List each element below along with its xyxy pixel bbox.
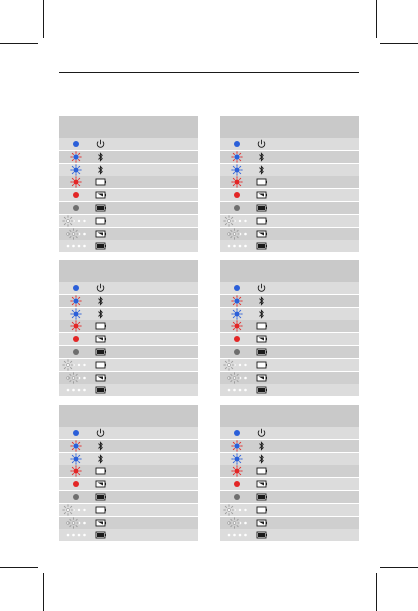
header-rule (59, 72, 359, 73)
legend-row (220, 176, 359, 188)
led-red-flash-icon (59, 465, 93, 477)
led-white-four-dim-icon (220, 240, 254, 252)
led-blue-red-flash-icon (59, 295, 93, 307)
battery-full-icon (254, 529, 359, 541)
battery-full-icon (93, 346, 198, 358)
battery-full-icon (93, 529, 198, 541)
battery-charging-icon (254, 189, 359, 201)
bluetooth-icon (93, 308, 198, 320)
bluetooth-icon (254, 295, 359, 307)
legend-header (220, 260, 359, 282)
crop-mark (0, 567, 38, 568)
led-blue-slow-flash-icon (59, 164, 93, 176)
bluetooth-icon (93, 453, 198, 465)
bluetooth-icon (254, 308, 359, 320)
legend-row (220, 359, 359, 371)
legend-row (220, 465, 359, 477)
legend-row (220, 320, 359, 332)
led-blue-red-flash-icon (220, 440, 254, 452)
legend-row (59, 215, 198, 227)
power-icon (254, 138, 359, 150)
legend-panel-5 (59, 405, 198, 542)
bluetooth-icon (254, 164, 359, 176)
power-icon (254, 282, 359, 294)
legend-row (220, 346, 359, 358)
led-gray-solid-icon (59, 202, 93, 214)
led-white-four-dim-icon (59, 240, 93, 252)
battery-empty-icon (93, 320, 198, 332)
legend-row (220, 384, 359, 396)
battery-empty-icon (254, 215, 359, 227)
legend-row (59, 465, 198, 477)
legend-row (59, 453, 198, 465)
battery-charging-icon (254, 372, 359, 384)
battery-charging-icon (93, 228, 198, 240)
battery-empty-icon (93, 465, 198, 477)
battery-charging-icon (93, 189, 198, 201)
battery-empty-icon (93, 215, 198, 227)
led-white-four-dim-icon (220, 384, 254, 396)
legend-row (220, 333, 359, 345)
battery-empty-icon (254, 176, 359, 188)
crop-mark (376, 0, 377, 38)
power-icon (93, 282, 198, 294)
legend-row (59, 372, 198, 384)
led-blue-solid-icon (220, 138, 254, 150)
led-blue-slow-flash-icon (220, 308, 254, 320)
legend-row (59, 151, 198, 163)
led-blue-slow-flash-icon (220, 164, 254, 176)
legend-panel-6 (220, 405, 359, 542)
legend-row (220, 202, 359, 214)
legend-row (220, 151, 359, 163)
legend-row (220, 215, 359, 227)
legend-row (59, 308, 198, 320)
crop-mark (376, 573, 377, 611)
led-blue-red-flash-icon (59, 440, 93, 452)
led-white-two-of-four-icon (59, 517, 93, 529)
bluetooth-icon (93, 151, 198, 163)
legend-row (59, 282, 198, 294)
legend-row (59, 384, 198, 396)
led-blue-solid-icon (220, 427, 254, 439)
led-red-flash-icon (220, 465, 254, 477)
battery-full-icon (254, 240, 359, 252)
crop-mark (43, 573, 44, 611)
battery-charging-icon (254, 228, 359, 240)
legend-row (59, 138, 198, 150)
legend-row (59, 478, 198, 490)
led-white-one-of-four-icon (59, 504, 93, 516)
legend-row (59, 176, 198, 188)
legend-header (59, 260, 198, 282)
battery-full-icon (93, 384, 198, 396)
legend-row (59, 240, 198, 252)
led-white-four-dim-icon (59, 529, 93, 541)
battery-full-icon (254, 384, 359, 396)
led-red-flash-icon (220, 320, 254, 332)
led-white-four-dim-icon (59, 384, 93, 396)
legend-row (59, 517, 198, 529)
legend-row (220, 529, 359, 541)
led-blue-red-flash-icon (59, 151, 93, 163)
led-red-flash-icon (59, 176, 93, 188)
led-red-solid-icon (59, 333, 93, 345)
led-gray-solid-icon (220, 346, 254, 358)
legend-row (59, 529, 198, 541)
bluetooth-icon (254, 151, 359, 163)
bluetooth-icon (93, 295, 198, 307)
legend-row (59, 202, 198, 214)
battery-charging-icon (93, 333, 198, 345)
legend-row (59, 189, 198, 201)
battery-empty-icon (254, 320, 359, 332)
crop-mark (43, 0, 44, 38)
led-white-one-of-four-icon (59, 359, 93, 371)
led-white-two-of-four-icon (220, 228, 254, 240)
power-icon (93, 427, 198, 439)
legend-row (59, 164, 198, 176)
led-white-two-of-four-icon (220, 517, 254, 529)
legend-row (220, 282, 359, 294)
battery-charging-icon (254, 517, 359, 529)
legend-row (59, 504, 198, 516)
legend-row (59, 491, 198, 503)
legend-row (59, 359, 198, 371)
led-blue-slow-flash-icon (59, 453, 93, 465)
bluetooth-icon (254, 453, 359, 465)
bluetooth-icon (93, 440, 198, 452)
led-white-one-of-four-icon (220, 359, 254, 371)
legend-row (220, 308, 359, 320)
led-gray-solid-icon (220, 491, 254, 503)
battery-charging-icon (254, 333, 359, 345)
led-white-two-of-four-icon (59, 228, 93, 240)
led-red-flash-icon (59, 320, 93, 332)
legend-panel-2 (220, 116, 359, 253)
battery-full-icon (93, 240, 198, 252)
battery-empty-icon (93, 359, 198, 371)
power-icon (93, 138, 198, 150)
led-white-four-dim-icon (220, 529, 254, 541)
legend-row (59, 440, 198, 452)
battery-full-icon (93, 202, 198, 214)
bluetooth-icon (93, 164, 198, 176)
legend-header (220, 405, 359, 427)
led-blue-slow-flash-icon (59, 308, 93, 320)
legend-row (59, 228, 198, 240)
legend-row (220, 440, 359, 452)
legend-row (220, 517, 359, 529)
battery-empty-icon (254, 465, 359, 477)
legend-row (220, 453, 359, 465)
led-red-solid-icon (220, 189, 254, 201)
led-gray-solid-icon (220, 202, 254, 214)
legend-row (220, 138, 359, 150)
legend-row (220, 504, 359, 516)
led-white-one-of-four-icon (220, 504, 254, 516)
led-blue-solid-icon (59, 138, 93, 150)
battery-charging-icon (93, 478, 198, 490)
legend-row (59, 346, 198, 358)
led-red-flash-icon (220, 176, 254, 188)
led-blue-red-flash-icon (220, 295, 254, 307)
legend-panel-4 (220, 260, 359, 397)
led-red-solid-icon (59, 478, 93, 490)
legend-row (59, 333, 198, 345)
legend-row (220, 491, 359, 503)
legend-row (59, 320, 198, 332)
led-white-one-of-four-icon (220, 215, 254, 227)
crop-mark (380, 43, 418, 44)
led-blue-solid-icon (59, 282, 93, 294)
legend-row (220, 427, 359, 439)
battery-full-icon (254, 491, 359, 503)
legend-row (220, 372, 359, 384)
led-white-one-of-four-icon (59, 215, 93, 227)
bluetooth-icon (254, 440, 359, 452)
legend-row (220, 189, 359, 201)
legend-row (220, 295, 359, 307)
legend-row (220, 478, 359, 490)
legend-header (59, 116, 198, 138)
legend-row (59, 295, 198, 307)
legend-row (220, 228, 359, 240)
led-red-solid-icon (220, 333, 254, 345)
led-blue-red-flash-icon (220, 151, 254, 163)
led-blue-solid-icon (220, 282, 254, 294)
crop-mark (0, 43, 38, 44)
led-red-solid-icon (220, 478, 254, 490)
led-blue-slow-flash-icon (220, 453, 254, 465)
crop-mark (380, 567, 418, 568)
legend-panel-3 (59, 260, 198, 397)
led-white-two-of-four-icon (220, 372, 254, 384)
legend-header (59, 405, 198, 427)
led-blue-solid-icon (59, 427, 93, 439)
battery-empty-icon (254, 504, 359, 516)
battery-full-icon (254, 202, 359, 214)
battery-full-icon (254, 346, 359, 358)
battery-charging-icon (93, 372, 198, 384)
legend-header (220, 116, 359, 138)
legend-row (59, 427, 198, 439)
led-gray-solid-icon (59, 491, 93, 503)
legend-panel-1 (59, 116, 198, 253)
battery-charging-icon (93, 517, 198, 529)
battery-empty-icon (93, 176, 198, 188)
led-gray-solid-icon (59, 346, 93, 358)
legend-row (220, 164, 359, 176)
battery-empty-icon (93, 504, 198, 516)
legend-row (220, 240, 359, 252)
battery-empty-icon (254, 359, 359, 371)
led-red-solid-icon (59, 189, 93, 201)
battery-full-icon (93, 491, 198, 503)
battery-charging-icon (254, 478, 359, 490)
led-white-two-of-four-icon (59, 372, 93, 384)
power-icon (254, 427, 359, 439)
